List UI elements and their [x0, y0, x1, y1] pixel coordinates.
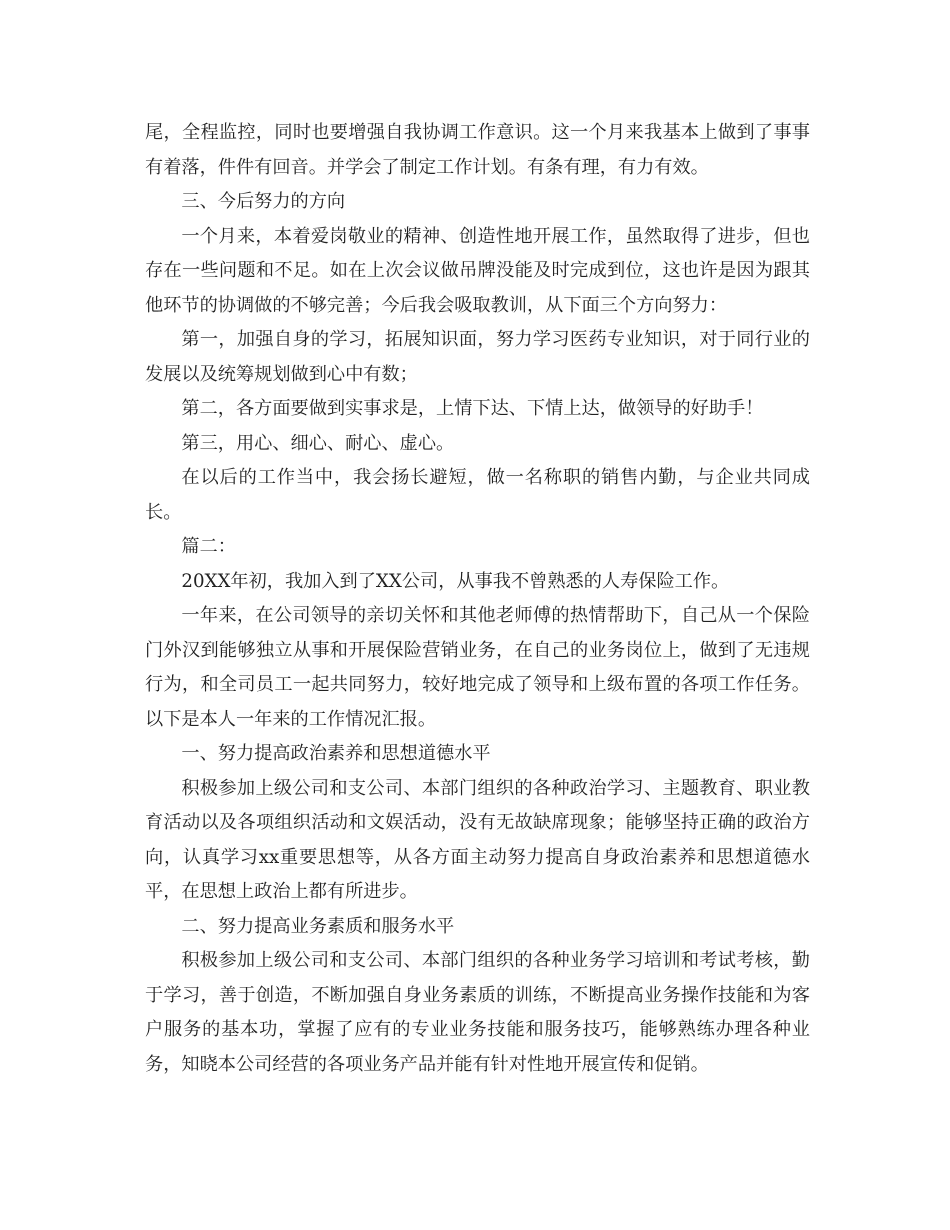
paragraph: 第一，加强自身的学习，拓展知识面，努力学习医药专业知识，对于同行业的发展以及统筹规划做到心中有数； — [145, 329, 810, 385]
paragraph: 一个月来，本着爱岗敬业的精神、创造性地开展工作，虽然取得了进步，但也存在一些问题和不足。如在上次会议做吊牌没能及时完成到位，这也许是因为跟其他环节的协调做的不够完善；今后我会吸取教训，从下面三个方向努力： — [145, 225, 810, 316]
paragraph: 一年来，在公司领导的亲切关怀和其他老师傅的热情帮助下，自己从一个保险门外汉到能够独立从事和开展保险营销业务，在自己的业务岗位上，做到了无违规行为，和全司员工一起共同努力，较好地完成了领导和上级布置的各项工作任务。以下是本人一年来的工作情况汇报。 — [145, 605, 810, 730]
section-heading: 篇二： — [181, 536, 236, 557]
paragraph: 积极参加上级公司和支公司、本部门组织的各种业务学习培训和考试考核，勤于学习，善于创造，不断加强自身业务素质的训练，不断提高业务操作技能和为客户服务的基本功，掌握了应有的专业业务技能和服务技巧，能够熟练办理各种业务，知晓本公司经营的各项业务产品并能有针对性地开展宣传和促销。 — [145, 950, 810, 1075]
paragraph: 在以后的工作当中，我会扬长避短，做一名称职的销售内勤，与企业共同成长。 — [145, 467, 810, 523]
paragraph: 第三，用心、细心、耐心、虚心。 — [181, 432, 455, 454]
section-heading: 二、努力提高业务素质和服务水平 — [181, 915, 455, 937]
paragraph: 第二，各方面要做到实事求是，上情下达、下情上达，做领导的好助手！ — [181, 398, 764, 419]
document-body — [145, 116, 810, 1082]
section-heading: 一、努力提高政治素养和思想道德水平 — [181, 743, 491, 764]
paragraph: 20XX年初，我加入到了XX公司，从事我不曾熟悉的人寿保险工作。 — [181, 570, 730, 592]
section-heading: 三、今后努力的方向 — [181, 191, 346, 212]
paragraph: 积极参加上级公司和支公司、本部门组织的各种政治学习、主题教育、职业教育活动以及各项组织活动和文娱活动，没有无故缺席现象；能够坚持正确的政治方向，认真学习xx重要思想等，从各方面主动努力提高自身政治素养和思想道德水平，在思想上政治上都有所进步。 — [145, 777, 810, 902]
paragraph: 尾，全程监控，同时也要增强自我协调工作意识。这一个月来我基本上做到了事事有着落，件件有回音。并学会了制定工作计划。有条有理，有力有效。 — [145, 122, 810, 178]
